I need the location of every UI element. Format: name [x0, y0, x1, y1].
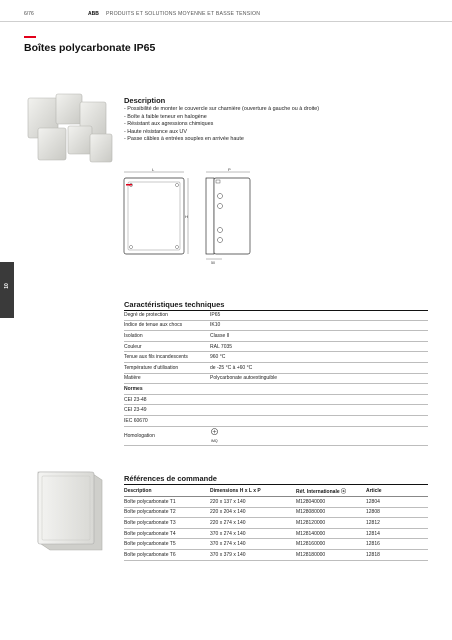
imq-mark-label: IMQ	[211, 439, 218, 444]
description-item: - Possibilité de monter le couvercle sur charnière (ouverture à gauche ou à droite)	[124, 106, 320, 112]
ref-article: 12816	[366, 539, 428, 550]
tech-value: Polycarbonate autoextinguible	[210, 373, 428, 384]
product-photo	[24, 90, 114, 166]
homologation-row	[124, 426, 428, 445]
ref-description: Boîte polycarbonate T5	[124, 539, 210, 550]
references-header-row	[124, 486, 428, 497]
description-item: - Boîte à faible teneur en halogène	[124, 113, 207, 120]
page-number: 6/76	[24, 11, 34, 17]
imq-mark-icon	[210, 428, 219, 437]
tech-key: Tenue aux fils incandescents	[124, 352, 210, 363]
ref-dimensions: 220 x 274 x 140	[210, 518, 296, 529]
drawing-label-h: H	[185, 214, 188, 219]
norm-value: CEI 23-48	[124, 394, 210, 405]
ref-dimensions: 370 x 274 x 140	[210, 539, 296, 550]
ref-description: Boîte polycarbonate T1	[124, 497, 210, 508]
ref-international: M128080000	[296, 507, 366, 518]
norm-row	[124, 405, 428, 416]
table-row	[124, 497, 428, 508]
tech-value: IP65	[210, 310, 428, 320]
drawing-label-50: 50	[211, 261, 215, 265]
tech-value: Classe II	[210, 331, 428, 342]
tech-value: IK10	[210, 320, 428, 331]
ref-dimensions: 370 x 379 x 140	[210, 549, 296, 560]
tech-row	[124, 331, 428, 342]
table-row	[124, 507, 428, 518]
tech-key: Isolation	[124, 331, 210, 342]
ref-dimensions: 220 x 204 x 140	[210, 507, 296, 518]
ref-article: 12804	[366, 497, 428, 508]
tech-row	[124, 362, 428, 373]
ref-article: 12814	[366, 528, 428, 539]
col-header: Réf. Internationale ⓐ	[296, 486, 366, 497]
page-title: Boîtes polycarbonate IP65	[24, 42, 156, 54]
col-header: Dimensions H x L x P	[210, 486, 296, 497]
col-header: Description	[124, 486, 210, 497]
norm-value: CEI 23-49	[124, 405, 210, 416]
references-heading: Références de commande	[124, 474, 217, 483]
ref-international: M128160000	[296, 539, 366, 550]
ref-article: 12808	[366, 507, 428, 518]
tech-value: de -25 °C à +60 °C	[210, 362, 428, 373]
ref-description: Boîte polycarbonate T2	[124, 507, 210, 518]
tech-key: Matière	[124, 373, 210, 384]
product-reference-photo	[24, 466, 116, 556]
references-table	[124, 486, 428, 561]
col-header: Article	[366, 486, 428, 497]
tech-key: Indice de tenue aux chocs	[124, 320, 210, 331]
homologation-label: Homologation	[124, 426, 210, 445]
norm-row	[124, 415, 428, 426]
tech-value: RAL 7035	[210, 341, 428, 352]
chapter-tab-label: 10	[4, 283, 10, 289]
technical-drawing	[118, 166, 254, 266]
tech-key: Degré de protection	[124, 310, 210, 320]
ref-international: M128120000	[296, 518, 366, 529]
tech-row	[124, 320, 428, 331]
table-row	[124, 549, 428, 560]
ref-description: Boîte polycarbonate T3	[124, 518, 210, 529]
ref-description: Boîte polycarbonate T4	[124, 528, 210, 539]
norm-value: IEC 60670	[124, 415, 210, 426]
norm-row	[124, 394, 428, 405]
norms-heading-row	[124, 384, 428, 395]
description-item: - Résistant aux agressions chimiques	[124, 121, 214, 127]
ref-international: M128140000	[296, 528, 366, 539]
ref-international: M128040000	[296, 497, 366, 508]
tech-row	[124, 373, 428, 384]
chapter-tab	[0, 262, 14, 318]
ref-article: 12818	[366, 549, 428, 560]
tech-row	[124, 352, 428, 363]
table-row	[124, 518, 428, 529]
header-divider	[0, 21, 452, 22]
tech-row	[124, 341, 428, 352]
ref-international: M128180000	[296, 549, 366, 560]
tech-key: Température d’utilisation	[124, 362, 210, 373]
ref-article: 12812	[366, 518, 428, 529]
description-list	[124, 106, 424, 144]
tech-table	[124, 310, 428, 446]
description-heading: Description	[124, 96, 166, 105]
drawing-label-p: P	[228, 167, 231, 172]
drawing-label-l: L	[152, 167, 155, 172]
tech-heading: Caractéristiques techniques	[124, 300, 225, 309]
references-divider	[124, 484, 428, 485]
tech-value: 960 °C	[210, 352, 428, 363]
section-label: PRODUITS ET SOLUTIONS MOYENNE ET BASSE TENSION	[106, 11, 261, 17]
table-row	[124, 539, 428, 550]
ref-description: Boîte polycarbonate T6	[124, 549, 210, 560]
title-accent-bar	[24, 36, 36, 38]
norms-heading: Normes	[124, 384, 210, 395]
description-item: - Haute résistance aux UV	[124, 128, 187, 135]
table-row	[124, 528, 428, 539]
description-item: - Passe câbles à entrées souples en arrivée haute	[124, 136, 244, 142]
ref-dimensions: 220 x 137 x 140	[210, 497, 296, 508]
ref-dimensions: 370 x 274 x 140	[210, 528, 296, 539]
tech-row	[124, 310, 428, 320]
brand-label: ABB	[88, 11, 99, 17]
tech-key: Couleur	[124, 341, 210, 352]
